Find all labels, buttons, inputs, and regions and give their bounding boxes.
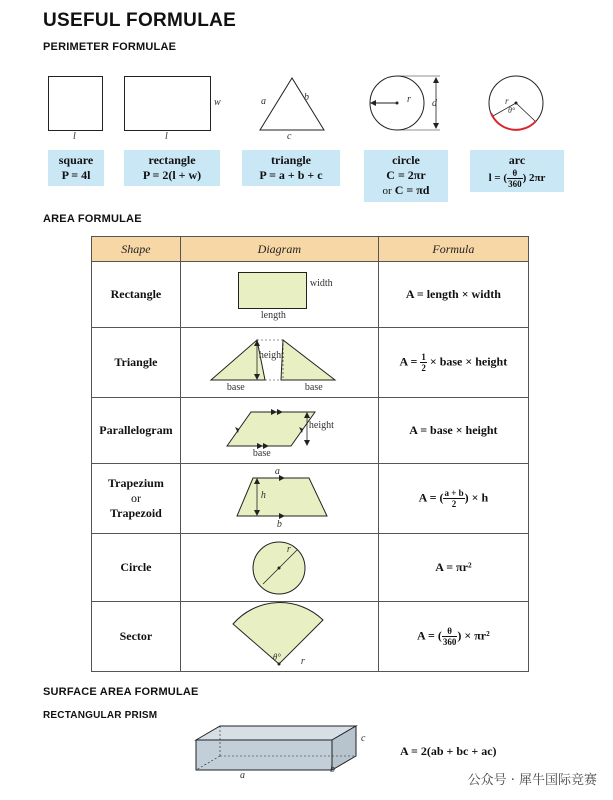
- square-side-label: l: [73, 131, 76, 142]
- rect-width-label: width: [309, 278, 333, 289]
- watermark: 公众号 · 犀牛国际竞赛: [467, 773, 597, 788]
- area-heading: AREA FORMULAE: [43, 213, 142, 225]
- formula: A = length × width: [378, 262, 528, 328]
- frac-den: 2: [421, 363, 426, 373]
- shape-name: Triangle: [92, 328, 181, 398]
- formula-part: A =: [418, 490, 437, 505]
- circle-r-label: r: [407, 94, 411, 105]
- table-row: [92, 398, 529, 464]
- table-row: [92, 328, 529, 398]
- formula: A = ( $\frac{\theta}{360}$ ) × πr²: [378, 602, 528, 672]
- shape-line: or: [130, 491, 141, 505]
- sector-area-diagram: [180, 602, 378, 672]
- formula-part: × base × height: [429, 354, 508, 369]
- para-base-label: base: [252, 448, 271, 459]
- shape-name: Rectangle: [92, 262, 181, 328]
- triangle-area-diagram: [180, 328, 378, 398]
- perimeter-heading: PERIMETER FORMULAE: [43, 41, 177, 53]
- sector-r-label: r: [300, 656, 305, 667]
- square-diagram: [48, 76, 104, 132]
- arc-diagram: [488, 76, 548, 136]
- formula-part: A =: [417, 628, 435, 643]
- table-row: [92, 602, 529, 672]
- arc-name: arc: [508, 153, 526, 167]
- prism-b-label: b: [330, 764, 335, 775]
- circle-formula-2: C = πd: [394, 183, 430, 197]
- table-row: [92, 534, 529, 602]
- rectangle-formula-box: [124, 150, 220, 186]
- shape-name: Parallelogram: [92, 398, 181, 464]
- frac-num: a + b: [444, 488, 464, 498]
- formula: [378, 328, 528, 398]
- square-formula-box: [48, 150, 104, 186]
- circle-area-r-label: r: [286, 544, 291, 555]
- rectangle-shape: [238, 272, 310, 312]
- trapezium-shape: [235, 476, 329, 518]
- triangle-a-label: a: [261, 96, 266, 107]
- arc-frac-den: 360: [508, 179, 522, 189]
- frac-num: θ: [442, 626, 458, 637]
- arc-formula-suffix: 2πr: [529, 172, 546, 185]
- arc-r-label: r: [505, 96, 509, 106]
- arc-frac-num: θ: [507, 168, 523, 179]
- square-formula: P = 4l: [61, 168, 91, 182]
- formula: A = base × height: [378, 398, 528, 464]
- rectangle-formula: P = 2(l + w): [142, 168, 202, 182]
- parallelogram-area-diagram: [180, 398, 378, 464]
- col-diagram: Diagram: [180, 237, 378, 262]
- circle-formula-1: C = 2πr: [386, 168, 426, 182]
- col-shape: Shape: [92, 237, 181, 262]
- shape-line: Trapezium: [108, 476, 164, 490]
- para-height-label: height: [308, 420, 334, 431]
- area-table: [91, 236, 529, 672]
- circle-area-diagram: [180, 534, 378, 602]
- triangle-formula: P = a + b + c: [259, 168, 323, 182]
- circle-name: circle: [392, 153, 420, 167]
- rectangle-diagram: [124, 76, 212, 132]
- shape-name: Circle: [92, 534, 181, 602]
- arc-theta-label: θ°: [508, 106, 516, 115]
- circle-d-label: d: [432, 98, 437, 109]
- rectangle-width-label: w: [214, 97, 221, 108]
- trap-h-label: h: [260, 490, 266, 501]
- square-name: square: [58, 153, 94, 167]
- page-title: USEFUL FORMULAE: [43, 10, 237, 31]
- formula: A = πr²: [378, 534, 528, 602]
- prism-subheading: RECTANGULAR PRISM: [43, 710, 158, 721]
- tri-base1-label: base: [226, 382, 245, 393]
- formula-part: × h: [471, 490, 489, 505]
- frac-den: 2: [451, 499, 457, 509]
- sector-theta-label: θ°: [272, 652, 281, 662]
- tri-base2-label: base: [304, 382, 323, 393]
- frac-num: 1: [421, 352, 426, 362]
- triangle-c-label: c: [287, 131, 292, 142]
- table-row: [92, 262, 529, 328]
- circle-shape: [251, 540, 307, 596]
- table-row: [92, 464, 529, 534]
- formula-part: × πr²: [464, 628, 490, 643]
- shape-line: Trapezoid: [110, 506, 162, 520]
- shape-name: [92, 464, 181, 534]
- surface-heading: SURFACE AREA FORMULAE: [43, 686, 199, 698]
- col-formula: Formula: [378, 237, 528, 262]
- triangle-name: triangle: [271, 153, 311, 167]
- prism-formula: A = 2(ab + bc + ac): [400, 744, 497, 758]
- circle-or: or: [382, 185, 392, 197]
- rectangle-area-diagram: [180, 262, 378, 328]
- rectangle-length-label: l: [165, 131, 168, 142]
- shape-name: Sector: [92, 602, 181, 672]
- triangle-b-label: b: [304, 92, 309, 103]
- rect-length-label: length: [260, 310, 286, 321]
- tri-height-label: height: [258, 350, 284, 361]
- rectangle-name: rectangle: [148, 153, 196, 167]
- parallelogram-shape: [225, 408, 317, 452]
- arc-formula-prefix: l =: [488, 172, 501, 185]
- frac-den: 360: [442, 637, 457, 647]
- prism-a-label: a: [240, 770, 245, 781]
- triangle-formula-box: [242, 150, 340, 186]
- formula-part: A =: [399, 354, 418, 369]
- prism-c-label: c: [361, 733, 366, 744]
- trap-b-label: b: [276, 519, 282, 530]
- triangle-diagram: [258, 76, 326, 132]
- arc-formula-box: arc l = ( $\frac{\theta}{360}$ ) 2πr: [470, 150, 564, 192]
- area-table-header: [92, 237, 529, 262]
- formula: A = ( $\frac{a + b}{2}$ ) × h: [378, 464, 528, 534]
- trap-a-label: a: [274, 466, 280, 477]
- trapezium-area-diagram: [180, 464, 378, 534]
- prism-diagram: [194, 724, 360, 774]
- circle-formula-box: [364, 150, 448, 202]
